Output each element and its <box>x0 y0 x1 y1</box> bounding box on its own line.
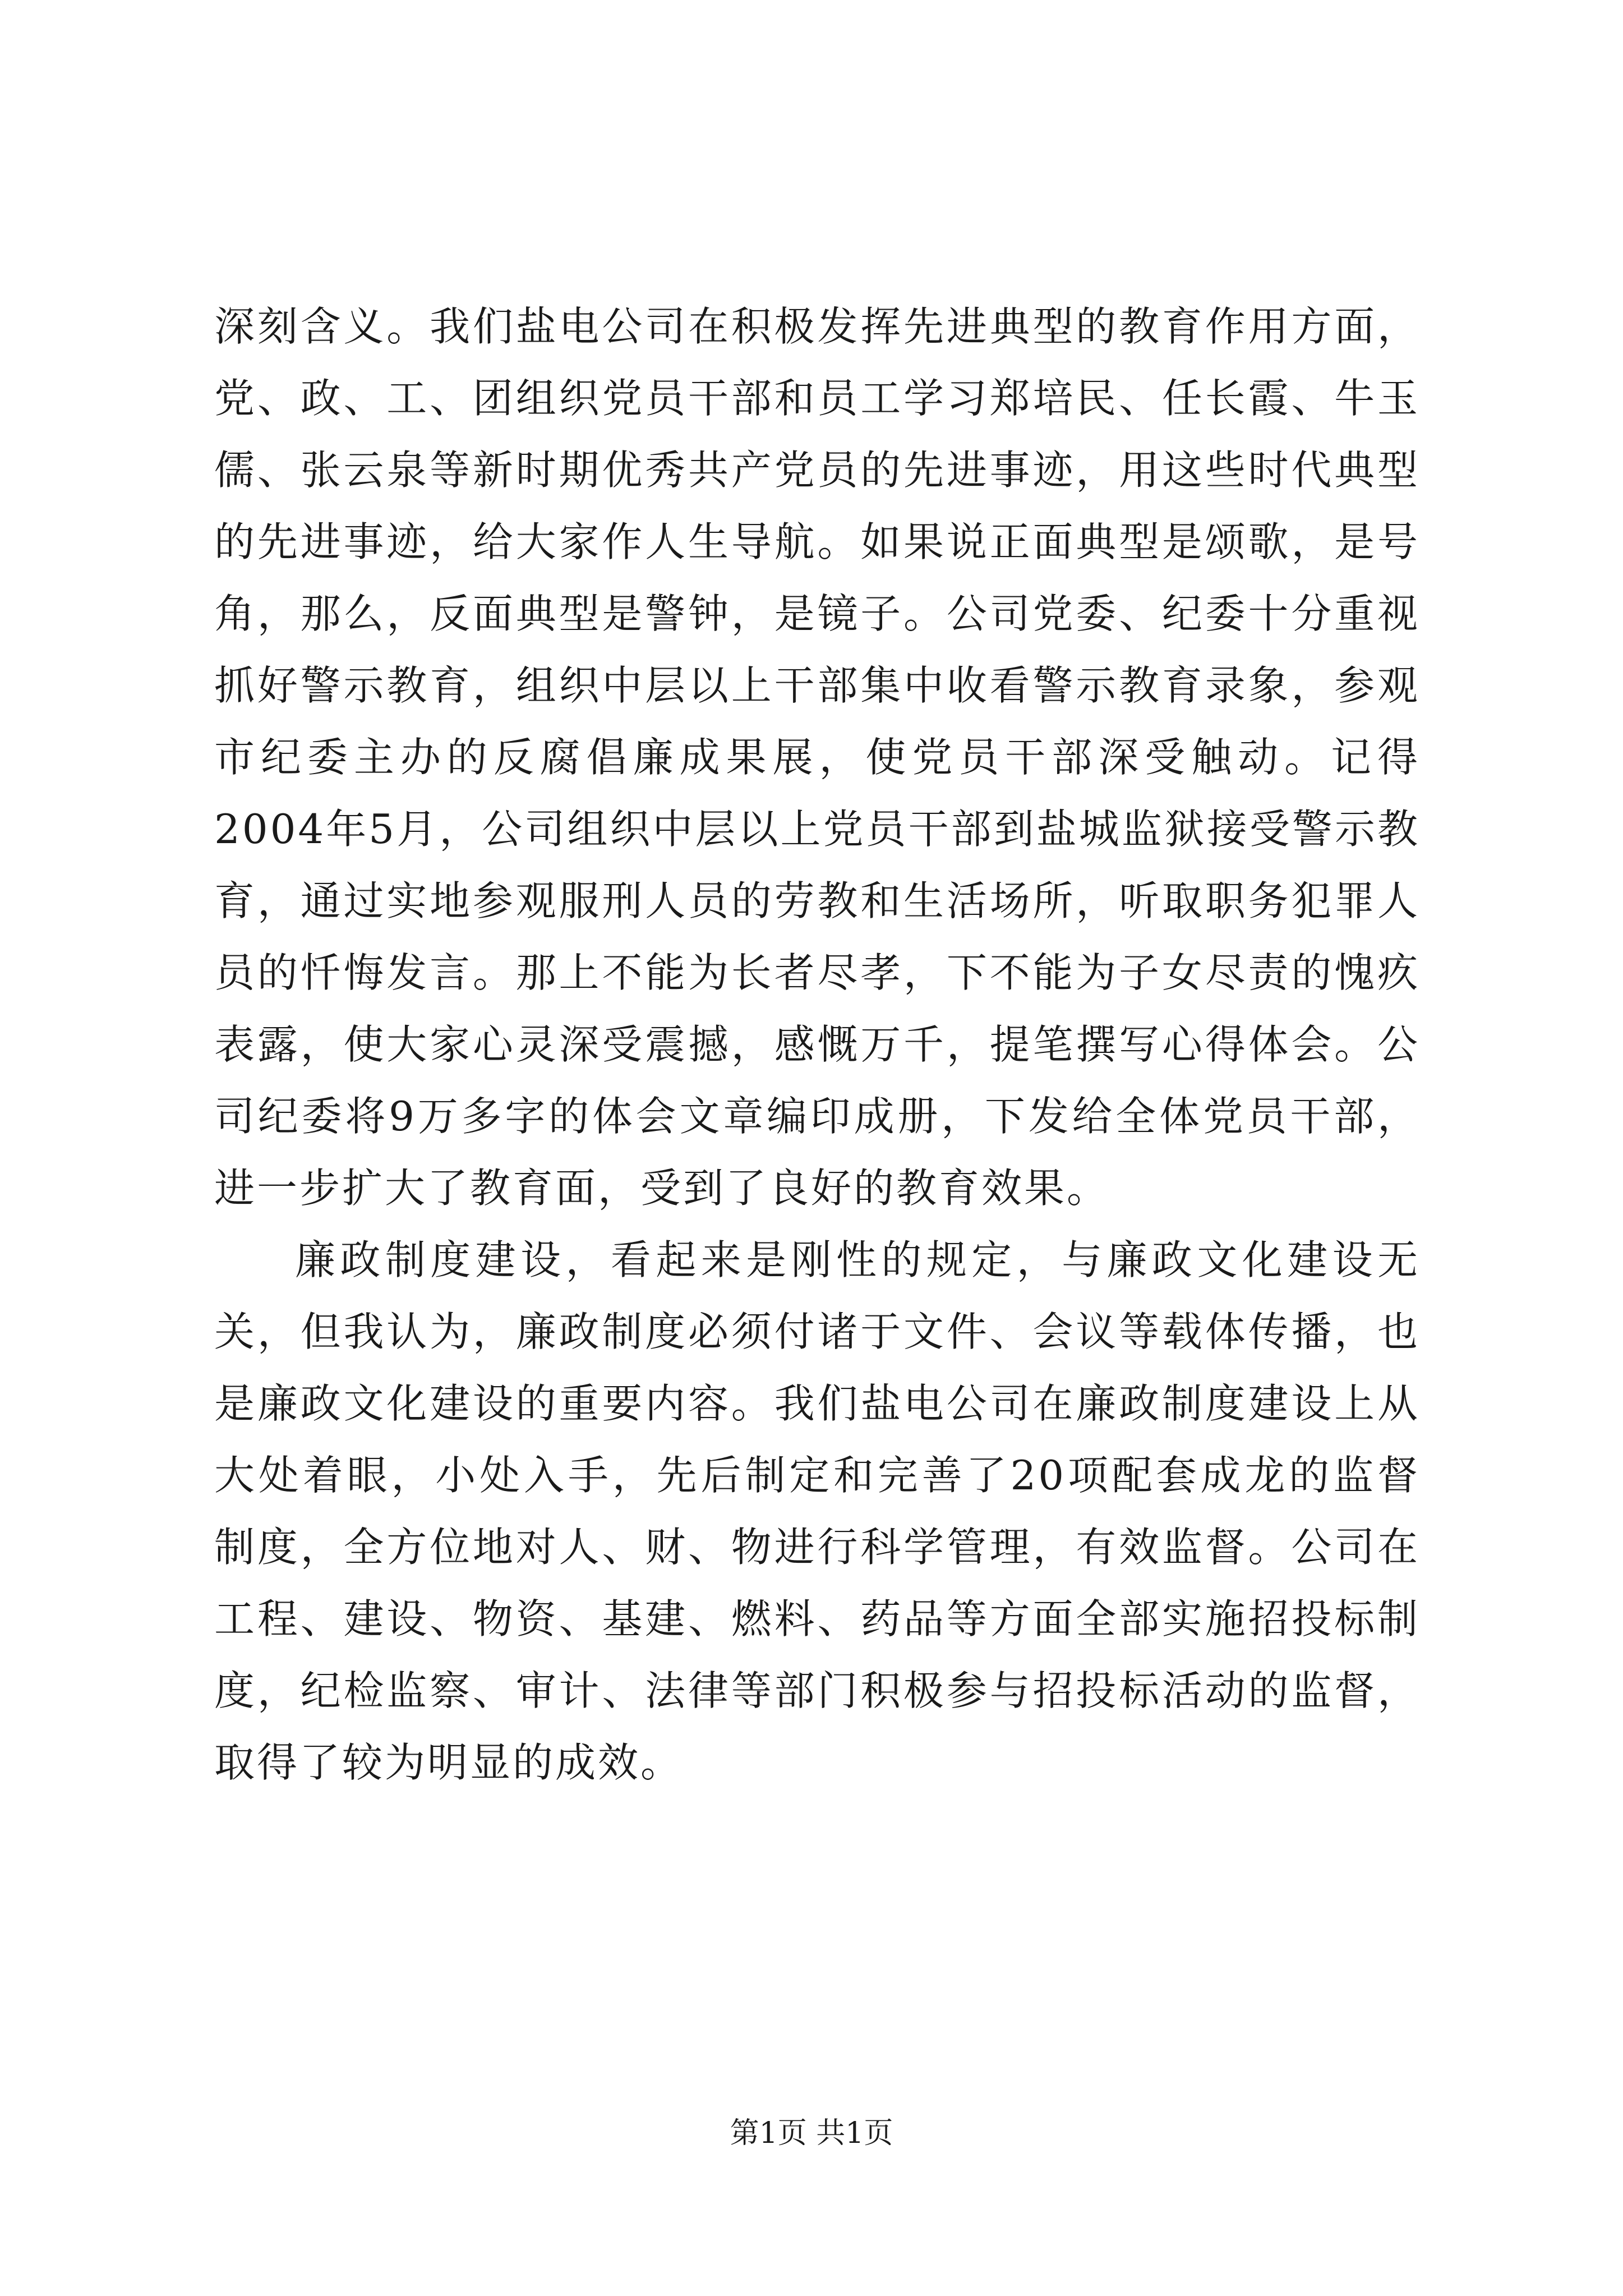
paragraph-1: 深刻含义。我们盐电公司在积极发挥先进典型的教育作用方面，党、政、工、团组织党员干部和员工学习郑培民、任长霞、牛玉儒、张云泉等新时期优秀共产党员的先进事迹，用这些时代典型的先进事迹，给大家作人生导航。如果说正面典型是颂歌，是号角，那么，反面典型是警钟，是镜子。公司党委、纪委十分重视抓好警示教育，组织中层以上干部集中收看警示教育录象，参观市纪委主办的反腐倡廉成果展，使党员干部深受触动。记得2004年5月，公司组织中层以上党员干部到盐城监狱接受警示教育，通过实地参观服刑人员的劳教和生活场所，听取职务犯罪人员的忏悔发言。那上不能为长者尽孝，下不能为子女尽责的愧疚表露，使大家心灵深受震撼，感慨万千，提笔撰写心得体会。公司纪委将9万多字的体会文章编印成册，下发给全体党员干部，进一步扩大了教育面，受到了良好的教育效果。 <box>214 303 1420 1212</box>
paragraph-2: 廉政制度建设，看起来是刚性的规定，与廉政文化建设无关，但我认为，廉政制度必须付诸于文件、会议等载体传播，也是廉政文化建设的重要内容。我们盐电公司在廉政制度建设上从大处着眼，小处入手，先后制定和完善了20项配套成龙的监督制度，全方位地对人、财、物进行科学管理，有效监督。公司在工程、建设、物资、基建、燃料、药品等方面全部实施招投标制度，纪检监察、审计、法律等部门积极参与招投标活动的监督，取得了较为明显的成效。 <box>214 1236 1420 1786</box>
document-body <box>214 291 1420 1798</box>
page-footer: 第1页 共1页 <box>730 2116 893 2150</box>
